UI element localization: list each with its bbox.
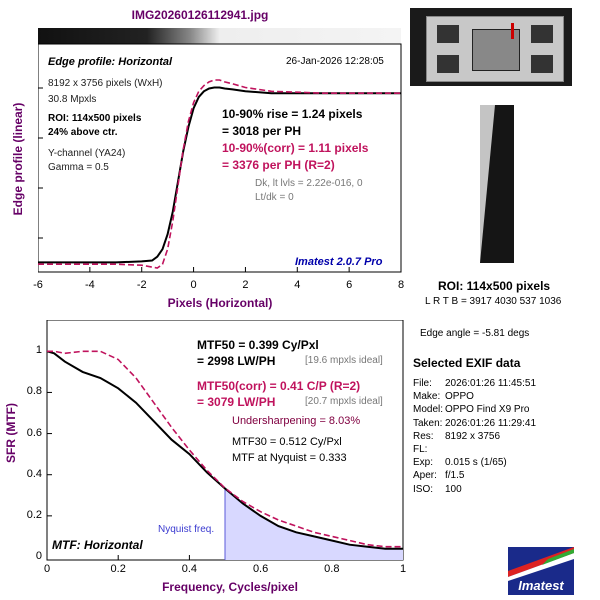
mtf-x-axis-label: Frequency, Cycles/pixel xyxy=(162,580,298,594)
thumbnail-test-chart xyxy=(426,16,564,82)
edge-x-tick-label: -2 xyxy=(136,279,147,291)
mtf-y-tick-label: 0.8 xyxy=(26,385,42,398)
roi-coordinates: L R T B = 3917 4030 537 1036 xyxy=(425,296,562,307)
mtf50-lw-ph: = 2998 LW/PH xyxy=(197,354,276,368)
mtf-y-tick-label: 0.2 xyxy=(26,508,42,521)
mtf-x-tick-label: 0 xyxy=(43,563,51,575)
edge-x-tick-label: -4 xyxy=(84,279,95,291)
edge-x-tick-label: 0 xyxy=(190,279,197,291)
mtf50-corrected-ideal: [20.7 mpxls ideal] xyxy=(305,396,383,407)
edge-x-tick-label: 8 xyxy=(397,279,405,291)
mtf-y-tick-label: 1 xyxy=(35,344,42,357)
edge-y-axis-label: Edge profile (linear) xyxy=(11,102,25,216)
edge-x-tick-label: 2 xyxy=(242,279,249,291)
roi-position: 24% above ctr. xyxy=(48,127,118,138)
rise-per-ph: = 3018 per PH xyxy=(222,124,302,138)
mtf-x-tick-label: 0.4 xyxy=(181,563,198,575)
mtf-x-tick-label: 0.8 xyxy=(324,563,340,575)
roi-size-title: ROI: 114x500 pixels xyxy=(438,279,551,293)
exif-key: Taken: xyxy=(413,417,443,429)
edge-panel-label: Edge profile: Horizontal xyxy=(48,56,173,68)
logo-text: Imatest xyxy=(518,578,564,593)
mtf-y-tick-label: 0.4 xyxy=(26,467,42,480)
mtf50-corrected: MTF50(corr) = 0.41 C/P (R=2) xyxy=(197,379,361,393)
edge-x-tick-label: 6 xyxy=(346,279,353,291)
exif-value: 100 xyxy=(445,483,462,495)
exif-key: Aper: xyxy=(413,470,437,482)
chart-thumbnail xyxy=(410,8,572,86)
megapixels: 30.8 Mpxls xyxy=(48,94,97,105)
mtf50-corrected-lw-ph: = 3079 LW/PH xyxy=(197,395,276,409)
mtf-x-tick-label: 0.6 xyxy=(252,563,269,575)
rise-corrected: 10-90%(corr) = 1.11 pixels xyxy=(222,141,369,155)
exif-key: Exp: xyxy=(413,457,434,469)
exif-value: 2026:01:26 11:29:41 xyxy=(445,417,537,429)
mtf-y-tick-label: 0.6 xyxy=(26,426,42,439)
dark-light-levels: Dk, lt lvls = 2.22e-016, 0 xyxy=(255,178,363,189)
imatest-logo xyxy=(508,547,574,595)
gamma-info: Gamma = 0.5 xyxy=(48,162,109,173)
mtf30-value: MTF30 = 0.512 Cy/Pxl xyxy=(232,436,342,448)
mtf-panel-label: MTF: Horizontal xyxy=(52,538,143,552)
mtf-y-tick-label: 0 xyxy=(35,550,42,562)
exif-key: FL: xyxy=(413,444,428,455)
edge-x-axis-label: Pixels (Horizontal) xyxy=(167,296,273,310)
exif-key: ISO: xyxy=(413,483,434,495)
exif-value: f/1.5 xyxy=(445,470,465,482)
edge-gradient-bar xyxy=(38,28,401,44)
roi-thumbnail xyxy=(480,105,514,263)
rise-corrected-per-ph: = 3376 per PH (R=2) xyxy=(222,158,335,172)
mtf-y-axis-label: SFR (MTF) xyxy=(4,403,18,463)
exif-value: 2026:01:26 11:45:51 xyxy=(445,378,537,389)
mtf50-ideal: [19.6 mpxls ideal] xyxy=(305,355,383,366)
exif-key: Model: xyxy=(413,404,444,416)
image-filename-title: IMG20260126112941.jpg xyxy=(131,8,269,22)
exif-value: 8192 x 3756 xyxy=(445,430,501,442)
edge-timestamp: 26-Jan-2026 12:28:05 xyxy=(286,56,384,67)
mtf-x-tick-label: 1 xyxy=(399,563,407,575)
rise-distance: 10-90% rise = 1.24 pixels xyxy=(222,107,363,121)
edge-x-tick-label: 4 xyxy=(294,279,301,291)
exif-value: OPPO Find X9 Pro xyxy=(445,404,530,416)
roi-info: ROI: 114x500 pixels xyxy=(48,113,142,124)
mtf-x-tick-label: 0.2 xyxy=(110,563,126,575)
edge-angle: Edge angle = -5.81 degs xyxy=(420,328,530,339)
light-dark-ratio: Lt/dk = 0 xyxy=(255,192,294,203)
mtf-at-nyquist: MTF at Nyquist = 0.333 xyxy=(232,452,347,464)
undersharpening: Undersharpening = 8.03% xyxy=(232,415,361,427)
mtf50-value: MTF50 = 0.399 Cy/Pxl xyxy=(197,338,319,352)
exif-key: Make: xyxy=(413,391,441,403)
nyquist-label: Nyquist freq. xyxy=(158,524,215,535)
edge-x-tick-label: -6 xyxy=(33,279,43,291)
imatest-version: Imatest 2.0.7 Pro xyxy=(295,256,383,268)
exif-title: Selected EXIF data xyxy=(413,356,521,370)
image-dimensions: 8192 x 3756 pixels (WxH) xyxy=(48,78,163,89)
channel-info: Y-channel (YA24) xyxy=(48,148,126,159)
exif-key: Res: xyxy=(413,430,434,442)
exif-value: 0.015 s (1/65) xyxy=(445,457,507,469)
exif-value: OPPO xyxy=(445,391,474,403)
exif-key: File: xyxy=(413,378,432,389)
